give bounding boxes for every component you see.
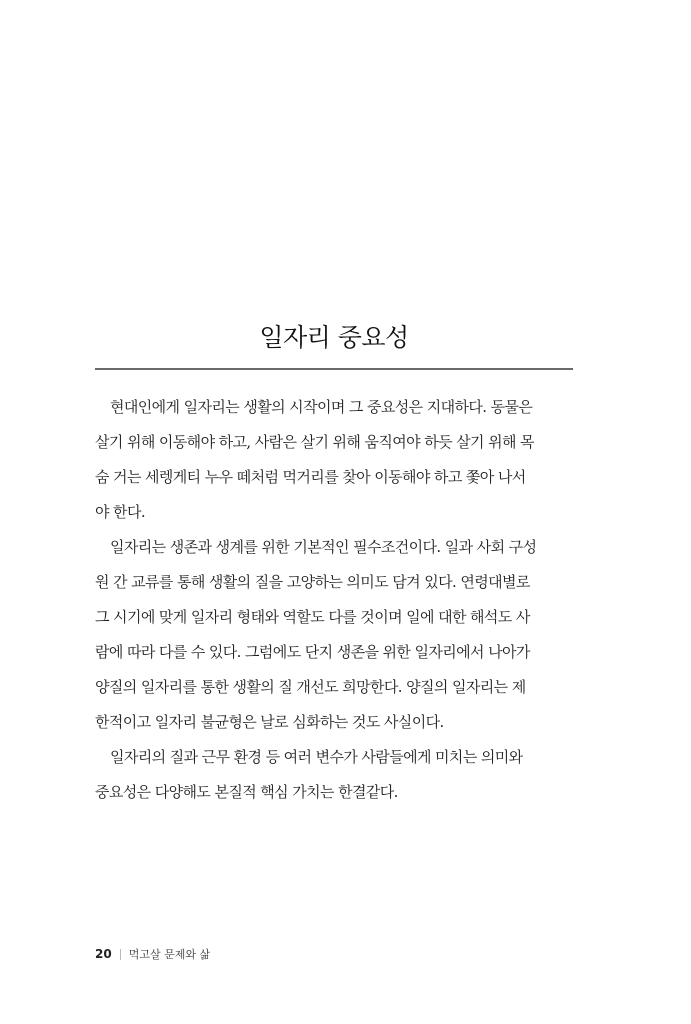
- paragraph-3-line-1: 일자리의 질과 근무 환경 등 여러 변수가 사람들에게 미치는 의미와: [110, 748, 523, 766]
- heading-divider: [95, 368, 573, 370]
- footer-separator: [120, 949, 121, 960]
- page-footer: [95, 946, 210, 962]
- section-heading: 일자리 중요성: [259, 323, 409, 352]
- paragraph-2-line-2: 원 간 교류를 통해 생활의 질을 고양하는 의미도 담겨 있다. 연령대별로: [95, 573, 530, 591]
- paragraph-1-line-2: 살기 위해 이동해야 하고, 사람은 살기 위해 움직여야 하듯 살기 위해 목: [95, 433, 534, 451]
- paragraph-1-line-1: 현대인에게 일자리는 생활의 시작이며 그 중요성은 지대하다. 동물은: [110, 398, 533, 416]
- page-number: 20: [95, 947, 112, 961]
- paragraph-1-line-3: 숨 거는 세렝게티 누우 떼처럼 먹거리를 찾아 이동해야 하고 쫓아 나서: [95, 468, 526, 486]
- paragraph-2-line-6: 한적이고 일자리 불균형은 날로 심화하는 것도 사실이다.: [95, 713, 444, 731]
- paragraph-3-line-2: 중요성은 다양해도 본질적 핵심 가치는 한결같다.: [95, 783, 398, 801]
- paragraph-2-line-3: 그 시기에 맞게 일자리 형태와 역할도 다를 것이며 일에 대한 해석도 사: [95, 608, 530, 626]
- paragraph-2-line-1: 일자리는 생존과 생계를 위한 기본적인 필수조건이다. 일과 사회 구성: [110, 538, 537, 556]
- body-text: [95, 390, 575, 810]
- running-title: 먹고살 문제와 삶: [128, 948, 211, 961]
- paragraph-2-line-5: 양질의 일자리를 통한 생활의 질 개선도 희망한다. 양질의 일자리는 제: [95, 678, 526, 696]
- paragraph-1-line-4: 야 한다.: [95, 503, 146, 521]
- paragraph-2-line-4: 람에 따라 다를 수 있다. 그럼에도 단지 생존을 위한 일자리에서 나아가: [95, 643, 530, 661]
